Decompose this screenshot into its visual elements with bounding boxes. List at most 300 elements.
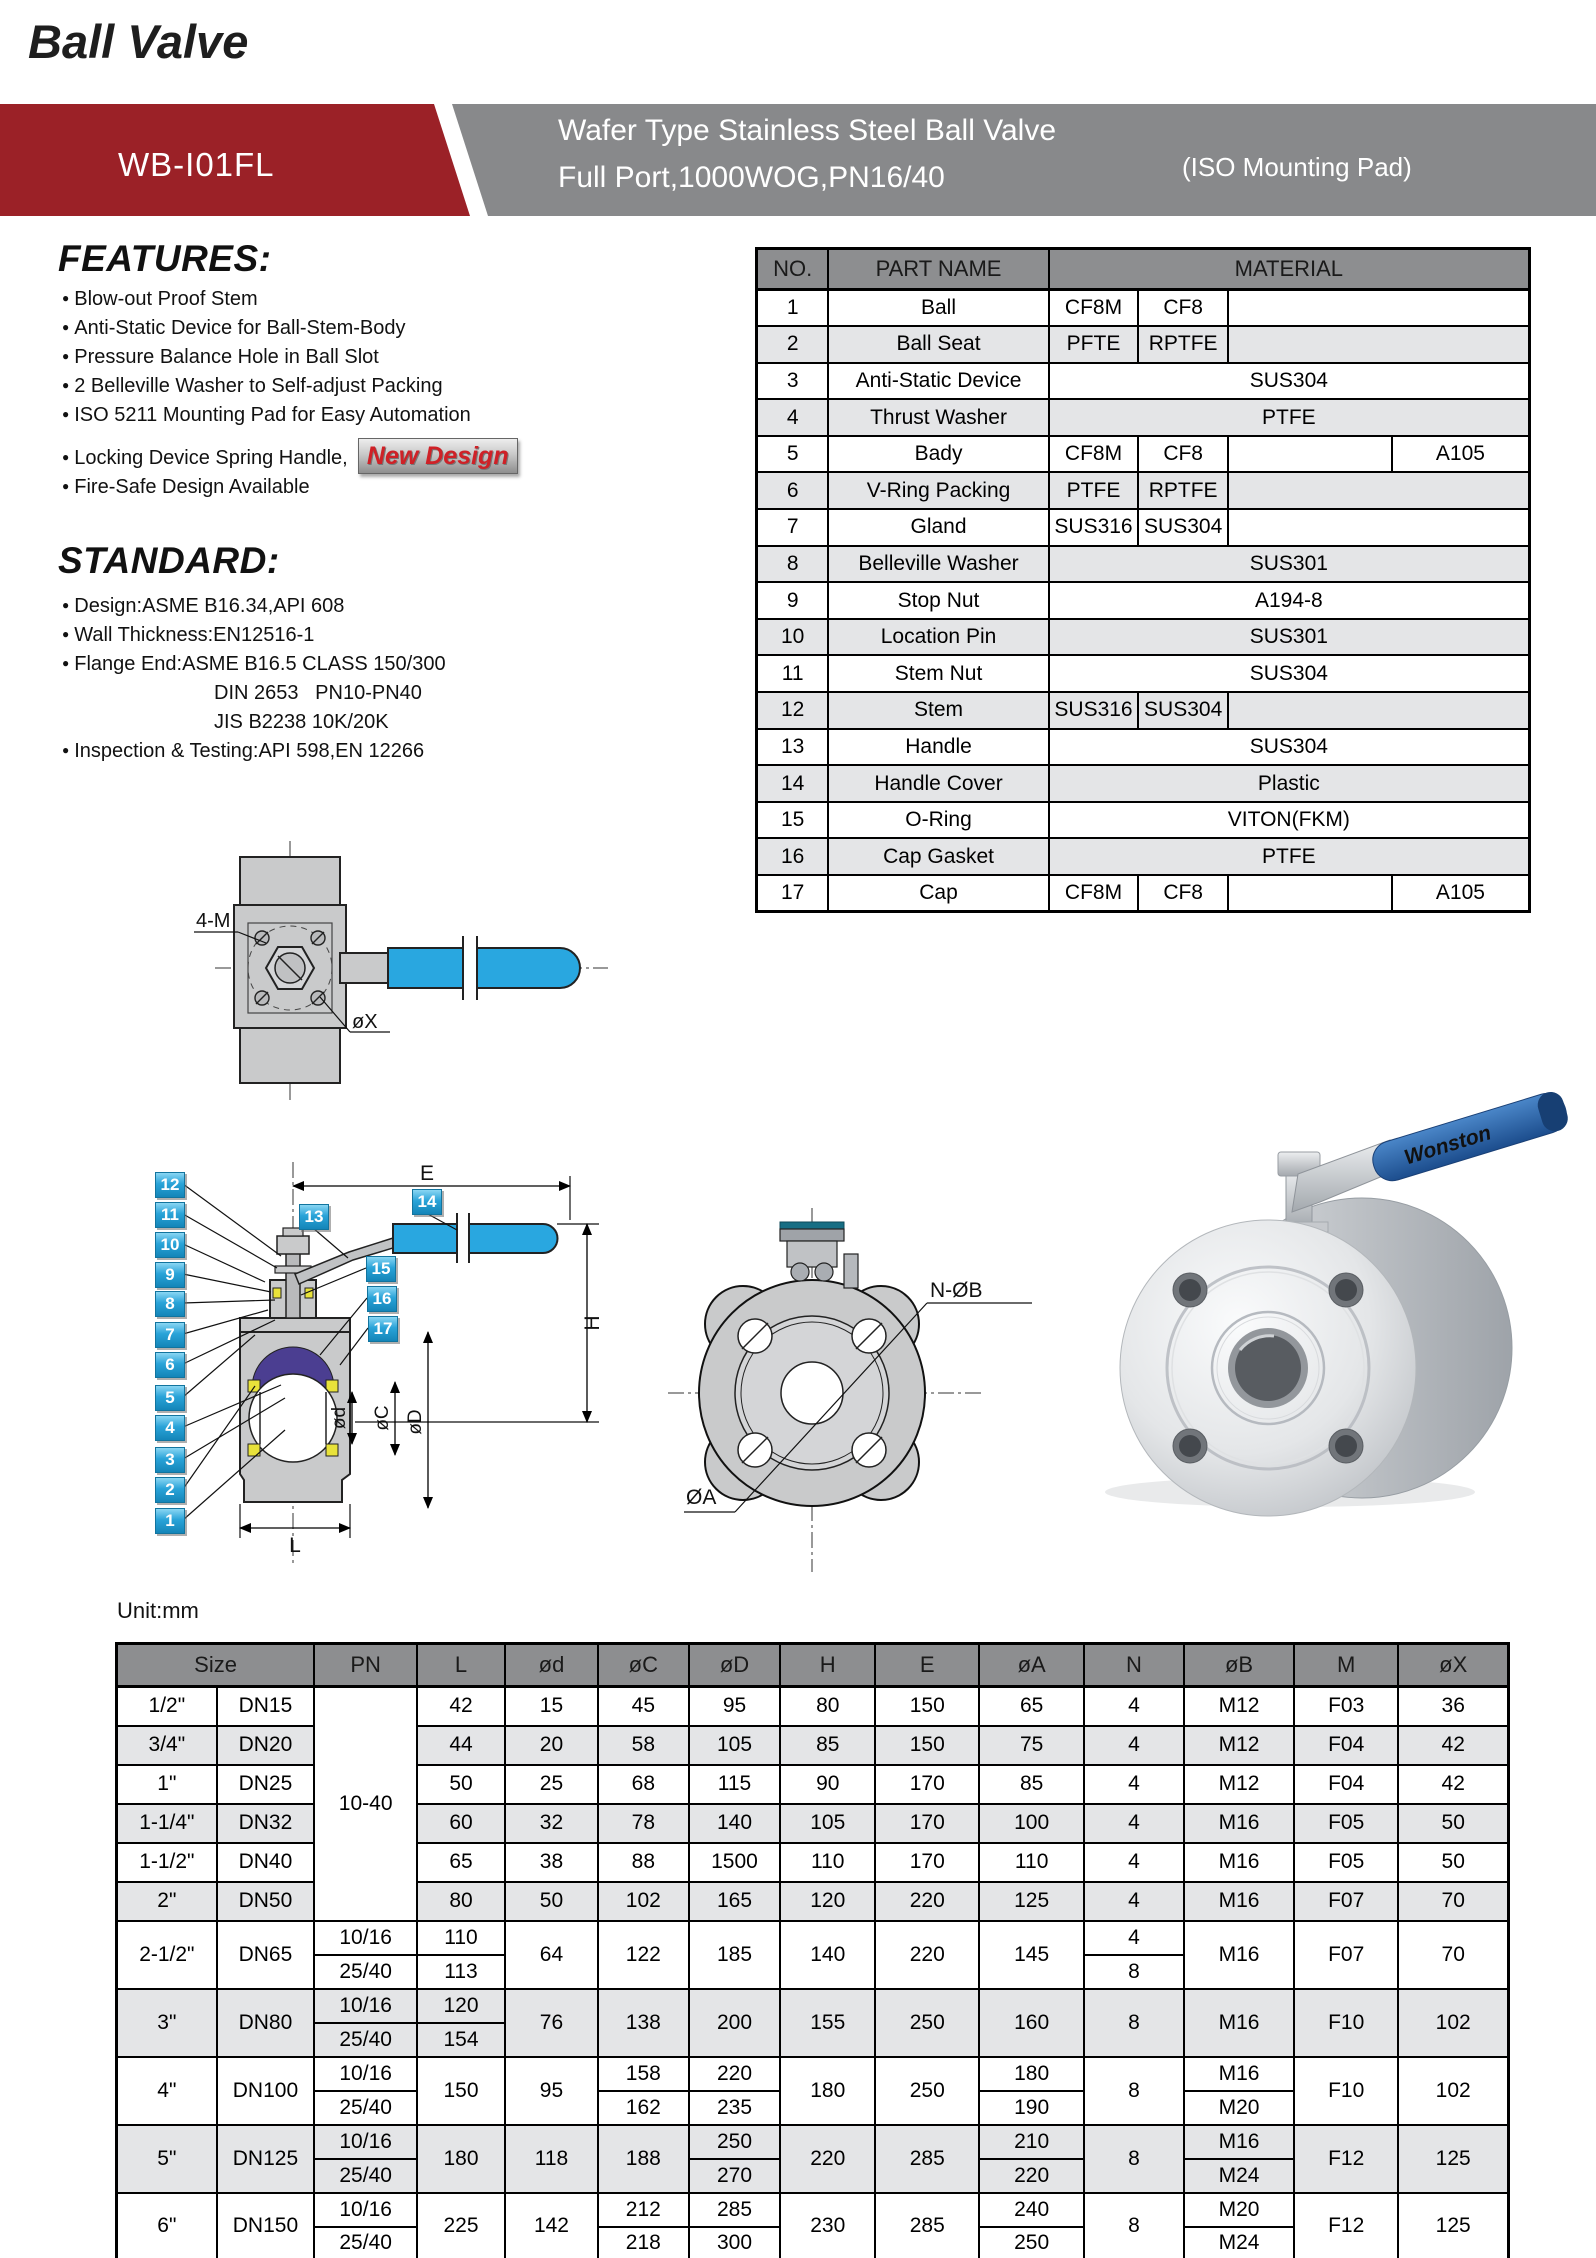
table-cell: 218 bbox=[598, 2227, 688, 2258]
table-cell: 285 bbox=[875, 2125, 979, 2193]
table-cell: 145 bbox=[979, 1921, 1083, 1989]
table-cell: E bbox=[875, 1644, 979, 1687]
table-cell: 250 bbox=[875, 1989, 979, 2057]
feature-text: Anti-Static Device for Ball-Stem-Body bbox=[74, 317, 406, 339]
front-view-drawing bbox=[640, 1170, 1040, 1580]
photo-handle bbox=[1368, 1089, 1571, 1186]
table-cell: 250 bbox=[875, 2057, 979, 2125]
table-cell: 4 bbox=[1084, 1843, 1184, 1882]
table-cell: 7 bbox=[757, 509, 829, 546]
table-cell: 80 bbox=[780, 1687, 875, 1726]
table-cell: 25/40 bbox=[314, 2159, 417, 2193]
table-cell: 1" bbox=[117, 1765, 217, 1804]
table-cell: 4" bbox=[117, 2057, 217, 2125]
table-cell: 105 bbox=[689, 1726, 781, 1765]
table-cell: 8 bbox=[1084, 2057, 1184, 2125]
table-cell: 210 bbox=[979, 2125, 1083, 2159]
table-row bbox=[757, 619, 1530, 656]
table-cell: F04 bbox=[1294, 1765, 1398, 1804]
table-cell: PTFE bbox=[1049, 472, 1139, 509]
standard-list bbox=[62, 593, 446, 767]
dim-label-H: H bbox=[581, 1315, 604, 1331]
table-cell: SUS301 bbox=[1049, 619, 1530, 656]
banner-line1: Wafer Type Stainless Steel Ball Valve bbox=[558, 114, 1057, 147]
table-row bbox=[757, 326, 1530, 363]
table-cell: RPTFE bbox=[1138, 326, 1228, 363]
table-cell: 6" bbox=[117, 2193, 217, 2258]
table-cell: 170 bbox=[875, 1804, 979, 1843]
feature-text: Locking Device Spring Handle, bbox=[74, 447, 348, 469]
table-cell: Stop Nut bbox=[828, 582, 1048, 619]
table-cell: Stem bbox=[828, 692, 1048, 729]
table-cell: F05 bbox=[1294, 1843, 1398, 1882]
callout-chip-15: 15 bbox=[366, 1256, 396, 1282]
table-row bbox=[757, 875, 1530, 912]
table-cell: 65 bbox=[979, 1687, 1083, 1726]
table-cell: 250 bbox=[689, 2125, 781, 2159]
table-cell: 285 bbox=[689, 2193, 781, 2227]
table-cell: 102 bbox=[598, 1882, 688, 1921]
table-row bbox=[757, 655, 1530, 692]
table-cell: 12 bbox=[757, 692, 829, 729]
table-cell: M16 bbox=[1184, 1804, 1294, 1843]
standard-item bbox=[62, 651, 446, 680]
dim-label-E: E bbox=[419, 1162, 435, 1185]
table-cell: M16 bbox=[1184, 2057, 1294, 2091]
table-cell: M16 bbox=[1184, 1843, 1294, 1882]
standard-text: Inspection & Testing:API 598,EN 12266 bbox=[74, 740, 425, 762]
dim-label-od: ød bbox=[329, 1406, 350, 1430]
table-cell: 2 bbox=[757, 326, 829, 363]
table-row bbox=[117, 1989, 1509, 2023]
table-cell: 32 bbox=[505, 1804, 598, 1843]
table-cell: Size bbox=[117, 1644, 315, 1687]
table-cell: 25/40 bbox=[314, 2091, 417, 2125]
table-header-row bbox=[757, 249, 1530, 290]
table-cell: 162 bbox=[598, 2091, 688, 2125]
label-ox: øX bbox=[352, 1011, 378, 1033]
table-cell: DN100 bbox=[217, 2057, 314, 2125]
callout-chip-6: 6 bbox=[155, 1352, 185, 1378]
table-cell: 36 bbox=[1398, 1687, 1508, 1726]
table-cell: 4 bbox=[1084, 1921, 1184, 1955]
table-cell: 160 bbox=[979, 1989, 1083, 2057]
table-cell: 64 bbox=[505, 1921, 598, 1989]
standard-heading: STANDARD: bbox=[58, 540, 280, 581]
table-cell: 10/16 bbox=[314, 2057, 417, 2091]
table-cell: 220 bbox=[689, 2057, 781, 2091]
feature-text: 2 Belleville Washer to Self-adjust Packing bbox=[74, 375, 443, 397]
table-cell: 140 bbox=[780, 1921, 875, 1989]
table-cell: 240 bbox=[979, 2193, 1083, 2227]
table-cell: 125 bbox=[1398, 2125, 1508, 2193]
table-cell bbox=[1228, 509, 1530, 546]
label-oa: ØA bbox=[686, 1486, 717, 1509]
feature-item bbox=[62, 402, 518, 431]
feature-text: Fire-Safe Design Available bbox=[74, 476, 310, 498]
table-cell: F10 bbox=[1294, 1989, 1398, 2057]
table-cell: 235 bbox=[689, 2091, 781, 2125]
standard-item bbox=[62, 593, 446, 622]
ball-section bbox=[249, 1374, 337, 1462]
table-cell: CF8M bbox=[1049, 436, 1139, 473]
table-cell: øC bbox=[598, 1644, 688, 1687]
table-cell: H bbox=[780, 1644, 875, 1687]
table-cell: 25/40 bbox=[314, 2227, 417, 2258]
table-cell: 285 bbox=[875, 2193, 979, 2258]
table-cell: 2" bbox=[117, 1882, 217, 1921]
table-cell: 200 bbox=[689, 1989, 781, 2057]
features-list bbox=[62, 286, 518, 503]
table-cell: 90 bbox=[780, 1765, 875, 1804]
table-cell: 50 bbox=[1398, 1843, 1508, 1882]
table-cell: 20 bbox=[505, 1726, 598, 1765]
table-cell: 120 bbox=[780, 1882, 875, 1921]
table-cell: M12 bbox=[1184, 1687, 1294, 1726]
table-cell: Cap bbox=[828, 875, 1048, 912]
table-cell: 220 bbox=[875, 1882, 979, 1921]
table-cell: 85 bbox=[780, 1726, 875, 1765]
table-cell: SUS304 bbox=[1138, 509, 1228, 546]
table-cell: 125 bbox=[1398, 2193, 1508, 2258]
table-cell: 85 bbox=[979, 1765, 1083, 1804]
header-banner bbox=[0, 104, 1596, 216]
unit-label: Unit:mm bbox=[117, 1598, 199, 1623]
table-cell: 70 bbox=[1398, 1882, 1508, 1921]
table-cell: F12 bbox=[1294, 2125, 1398, 2193]
dim-label-oD: øD bbox=[405, 1409, 426, 1435]
dimensions-table bbox=[115, 1642, 1510, 2258]
feature-item bbox=[62, 373, 518, 402]
table-cell: 50 bbox=[417, 1765, 505, 1804]
table-cell: CF8M bbox=[1049, 290, 1139, 327]
callout-chip-1: 1 bbox=[155, 1508, 185, 1534]
table-cell: M16 bbox=[1184, 1989, 1294, 2057]
table-cell: M12 bbox=[1184, 1726, 1294, 1765]
table-cell: 25 bbox=[505, 1765, 598, 1804]
table-cell: 8 bbox=[1084, 1955, 1184, 1989]
feature-text: ISO 5211 Mounting Pad for Easy Automation bbox=[74, 404, 471, 426]
table-cell: DN15 bbox=[217, 1687, 314, 1726]
table-cell: 10/16 bbox=[314, 2193, 417, 2227]
table-cell: 4 bbox=[1084, 1687, 1184, 1726]
table-cell: 110 bbox=[979, 1843, 1083, 1882]
table-cell: M12 bbox=[1184, 1765, 1294, 1804]
table-cell: CF8 bbox=[1138, 875, 1228, 912]
table-cell: 5" bbox=[117, 2125, 217, 2193]
table-cell: 4 bbox=[1084, 1804, 1184, 1843]
table-cell: 58 bbox=[598, 1726, 688, 1765]
standard-text: JIS B2238 10K/20K bbox=[214, 711, 389, 733]
table-cell: Handle bbox=[828, 729, 1048, 766]
table-cell: Stem Nut bbox=[828, 655, 1048, 692]
table-row bbox=[757, 838, 1530, 875]
table-cell: SUS304 bbox=[1049, 729, 1530, 766]
table-cell: Bady bbox=[828, 436, 1048, 473]
callout-chip-7: 7 bbox=[155, 1322, 185, 1348]
handle-grip bbox=[393, 1224, 558, 1253]
table-cell: DN32 bbox=[217, 1804, 314, 1843]
table-row bbox=[757, 582, 1530, 619]
table-cell: 16 bbox=[757, 838, 829, 875]
table-cell: DN50 bbox=[217, 1882, 314, 1921]
table-cell: NO. bbox=[757, 249, 829, 290]
table-cell: V-Ring Packing bbox=[828, 472, 1048, 509]
table-row bbox=[757, 436, 1530, 473]
table-cell: 4 bbox=[1084, 1726, 1184, 1765]
table-cell: 155 bbox=[780, 1989, 875, 2057]
table-row bbox=[757, 472, 1530, 509]
dim-label-L: L bbox=[289, 1534, 301, 1557]
table-cell: 105 bbox=[780, 1804, 875, 1843]
callout-chip-14: 14 bbox=[412, 1189, 442, 1215]
table-cell: DN80 bbox=[217, 1989, 314, 2057]
table-cell: 118 bbox=[505, 2125, 598, 2193]
table-cell: 10/16 bbox=[314, 2125, 417, 2159]
table-cell: 6 bbox=[757, 472, 829, 509]
table-cell: M20 bbox=[1184, 2193, 1294, 2227]
callout-chip-2: 2 bbox=[155, 1477, 185, 1503]
callout-chip-9: 9 bbox=[155, 1262, 185, 1288]
table-cell: 17 bbox=[757, 875, 829, 912]
table-cell: 115 bbox=[689, 1765, 781, 1804]
table-cell: Handle Cover bbox=[828, 765, 1048, 802]
table-cell: 125 bbox=[979, 1882, 1083, 1921]
table-cell: øD bbox=[689, 1644, 781, 1687]
table-cell bbox=[1228, 326, 1530, 363]
feature-text: Blow-out Proof Stem bbox=[74, 288, 258, 310]
table-cell: M bbox=[1294, 1644, 1398, 1687]
table-cell: 76 bbox=[505, 1989, 598, 2057]
table-cell: 188 bbox=[598, 2125, 688, 2193]
table-cell: 150 bbox=[875, 1726, 979, 1765]
table-row bbox=[117, 2057, 1509, 2091]
table-cell: SUS316 bbox=[1049, 692, 1139, 729]
page-title: Ball Valve bbox=[28, 15, 249, 68]
table-cell: 110 bbox=[417, 1921, 505, 1955]
standard-item bbox=[62, 622, 446, 651]
table-cell: CF8 bbox=[1138, 436, 1228, 473]
table-cell: PN bbox=[314, 1644, 417, 1687]
standard-text: DIN 2653 PN10-PN40 bbox=[214, 682, 422, 704]
table-cell: 13 bbox=[757, 729, 829, 766]
table-cell: F04 bbox=[1294, 1726, 1398, 1765]
model-code: WB-I01FL bbox=[118, 146, 275, 183]
table-cell: 225 bbox=[417, 2193, 505, 2258]
table-cell: 5 bbox=[757, 436, 829, 473]
table-cell: M16 bbox=[1184, 1921, 1294, 1989]
standard-item bbox=[62, 709, 446, 738]
table-cell: 138 bbox=[598, 1989, 688, 2057]
standard-item bbox=[62, 738, 446, 767]
table-cell: 102 bbox=[1398, 2057, 1508, 2125]
callout-chip-12: 12 bbox=[155, 1172, 185, 1198]
callout-chip-3: 3 bbox=[155, 1447, 185, 1473]
handle-top-view bbox=[388, 948, 580, 988]
table-cell: 270 bbox=[689, 2159, 781, 2193]
table-row bbox=[757, 802, 1530, 839]
callout-chip-10: 10 bbox=[155, 1232, 185, 1258]
standard-text: Design:ASME B16.34,API 608 bbox=[74, 595, 345, 617]
table-cell: 8 bbox=[1084, 1989, 1184, 2057]
table-cell: 44 bbox=[417, 1726, 505, 1765]
feature-item bbox=[62, 438, 518, 474]
table-cell: 142 bbox=[505, 2193, 598, 2258]
table-cell: 250 bbox=[979, 2227, 1083, 2258]
table-cell: 80 bbox=[417, 1882, 505, 1921]
table-cell: PART NAME bbox=[828, 249, 1048, 290]
table-cell: 110 bbox=[780, 1843, 875, 1882]
table-cell: 220 bbox=[979, 2159, 1083, 2193]
standard-text: Wall Thickness:EN12516-1 bbox=[74, 624, 315, 646]
callout-chip-4: 4 bbox=[155, 1415, 185, 1441]
feature-item bbox=[62, 474, 518, 503]
table-cell bbox=[1228, 692, 1530, 729]
table-cell bbox=[1228, 290, 1530, 327]
table-cell: 95 bbox=[689, 1687, 781, 1726]
features-heading: FEATURES: bbox=[58, 238, 272, 279]
table-cell: 2-1/2" bbox=[117, 1921, 217, 1989]
table-cell: 25/40 bbox=[314, 2023, 417, 2057]
table-cell: 4 bbox=[757, 399, 829, 436]
callout-chip-17: 17 bbox=[368, 1316, 398, 1342]
callout-chip-8: 8 bbox=[155, 1291, 185, 1317]
table-cell: O-Ring bbox=[828, 802, 1048, 839]
table-cell: 8 bbox=[1084, 2125, 1184, 2193]
feature-item bbox=[62, 315, 518, 344]
table-cell: 15 bbox=[757, 802, 829, 839]
table-cell: 8 bbox=[757, 546, 829, 583]
table-cell bbox=[1228, 875, 1392, 912]
table-cell: 150 bbox=[417, 2057, 505, 2125]
table-cell: PFTE bbox=[1049, 326, 1139, 363]
table-cell: PTFE bbox=[1049, 838, 1530, 875]
table-cell: 15 bbox=[505, 1687, 598, 1726]
table-cell: 140 bbox=[689, 1804, 781, 1843]
table-cell: A194-8 bbox=[1049, 582, 1530, 619]
table-cell: 10-40 bbox=[314, 1687, 417, 1921]
table-cell: SUS301 bbox=[1049, 546, 1530, 583]
table-cell: 4 bbox=[1084, 1882, 1184, 1921]
table-cell: VITON(FKM) bbox=[1049, 802, 1530, 839]
table-cell: 45 bbox=[598, 1687, 688, 1726]
table-cell: 10/16 bbox=[314, 1921, 417, 1955]
table-cell: 113 bbox=[417, 1955, 505, 1989]
table-cell: 102 bbox=[1398, 1989, 1508, 2057]
table-cell: 25/40 bbox=[314, 1955, 417, 1989]
table-cell: 42 bbox=[417, 1687, 505, 1726]
table-cell: 1/2" bbox=[117, 1687, 217, 1726]
table-cell: SUS316 bbox=[1049, 509, 1139, 546]
label-nob: N-ØB bbox=[930, 1279, 983, 1302]
table-row bbox=[757, 399, 1530, 436]
table-cell: CF8M bbox=[1049, 875, 1139, 912]
stem-front bbox=[780, 1222, 858, 1288]
table-cell: L bbox=[417, 1644, 505, 1687]
table-row bbox=[117, 1687, 1509, 1726]
table-cell: 1 bbox=[757, 290, 829, 327]
table-cell: F12 bbox=[1294, 2193, 1398, 2258]
product-photo bbox=[1040, 1040, 1580, 1510]
table-cell: 8 bbox=[1084, 2193, 1184, 2258]
table-cell bbox=[1228, 472, 1530, 509]
table-cell: Belleville Washer bbox=[828, 546, 1048, 583]
table-cell bbox=[1228, 436, 1392, 473]
table-cell: 78 bbox=[598, 1804, 688, 1843]
table-cell: 120 bbox=[417, 1989, 505, 2023]
table-cell: SUS304 bbox=[1049, 655, 1530, 692]
table-row bbox=[117, 1921, 1509, 1955]
table-cell: DN125 bbox=[217, 2125, 314, 2193]
table-cell: DN20 bbox=[217, 1726, 314, 1765]
table-cell: 122 bbox=[598, 1921, 688, 1989]
table-cell: 100 bbox=[979, 1804, 1083, 1843]
table-cell: DN25 bbox=[217, 1765, 314, 1804]
table-header-row bbox=[117, 1644, 1509, 1687]
table-cell: Thrust Washer bbox=[828, 399, 1048, 436]
top-view-drawing bbox=[130, 835, 620, 1115]
callout-chip-13: 13 bbox=[299, 1204, 329, 1230]
table-cell: F07 bbox=[1294, 1882, 1398, 1921]
table-cell: 14 bbox=[757, 765, 829, 802]
table-cell: 4 bbox=[1084, 1765, 1184, 1804]
table-cell: 95 bbox=[505, 2057, 598, 2125]
table-cell: SUS304 bbox=[1138, 692, 1228, 729]
table-cell: F10 bbox=[1294, 2057, 1398, 2125]
table-cell: MATERIAL bbox=[1049, 249, 1530, 290]
standard-text: Flange End:ASME B16.5 CLASS 150/300 bbox=[74, 653, 446, 675]
parts-material-table bbox=[755, 247, 1531, 913]
table-row bbox=[757, 729, 1530, 766]
table-cell: Anti-Static Device bbox=[828, 363, 1048, 400]
table-cell: 10 bbox=[757, 619, 829, 656]
table-cell: 1-1/4" bbox=[117, 1804, 217, 1843]
table-cell: RPTFE bbox=[1138, 472, 1228, 509]
table-cell: DN40 bbox=[217, 1843, 314, 1882]
callout-chip-5: 5 bbox=[155, 1385, 185, 1411]
table-cell: 38 bbox=[505, 1843, 598, 1882]
table-cell: 88 bbox=[598, 1843, 688, 1882]
banner-line2: Full Port,1000WOG,PN16/40 bbox=[558, 161, 945, 194]
table-cell: 220 bbox=[780, 2125, 875, 2193]
bore-front bbox=[781, 1362, 843, 1424]
table-cell: 154 bbox=[417, 2023, 505, 2057]
table-cell: Gland bbox=[828, 509, 1048, 546]
table-cell: Location Pin bbox=[828, 619, 1048, 656]
table-row bbox=[117, 2193, 1509, 2227]
table-cell: 230 bbox=[780, 2193, 875, 2258]
table-cell: M24 bbox=[1184, 2159, 1294, 2193]
table-cell: A105 bbox=[1392, 436, 1530, 473]
table-cell: 190 bbox=[979, 2091, 1083, 2125]
table-cell: Ball Seat bbox=[828, 326, 1048, 363]
table-cell: N bbox=[1084, 1644, 1184, 1687]
table-cell: 10/16 bbox=[314, 1989, 417, 2023]
table-cell: Ball bbox=[828, 290, 1048, 327]
table-cell: M16 bbox=[1184, 2125, 1294, 2159]
table-cell: 1500 bbox=[689, 1843, 781, 1882]
table-cell: 70 bbox=[1398, 1921, 1508, 1989]
feature-item bbox=[62, 286, 518, 315]
label-4m: 4-M bbox=[196, 910, 231, 932]
table-cell: M24 bbox=[1184, 2227, 1294, 2258]
table-row bbox=[117, 2125, 1509, 2159]
table-cell: 180 bbox=[979, 2057, 1083, 2091]
table-cell: 68 bbox=[598, 1765, 688, 1804]
table-cell: 42 bbox=[1398, 1726, 1508, 1765]
table-cell: 300 bbox=[689, 2227, 781, 2258]
table-cell: M16 bbox=[1184, 1882, 1294, 1921]
